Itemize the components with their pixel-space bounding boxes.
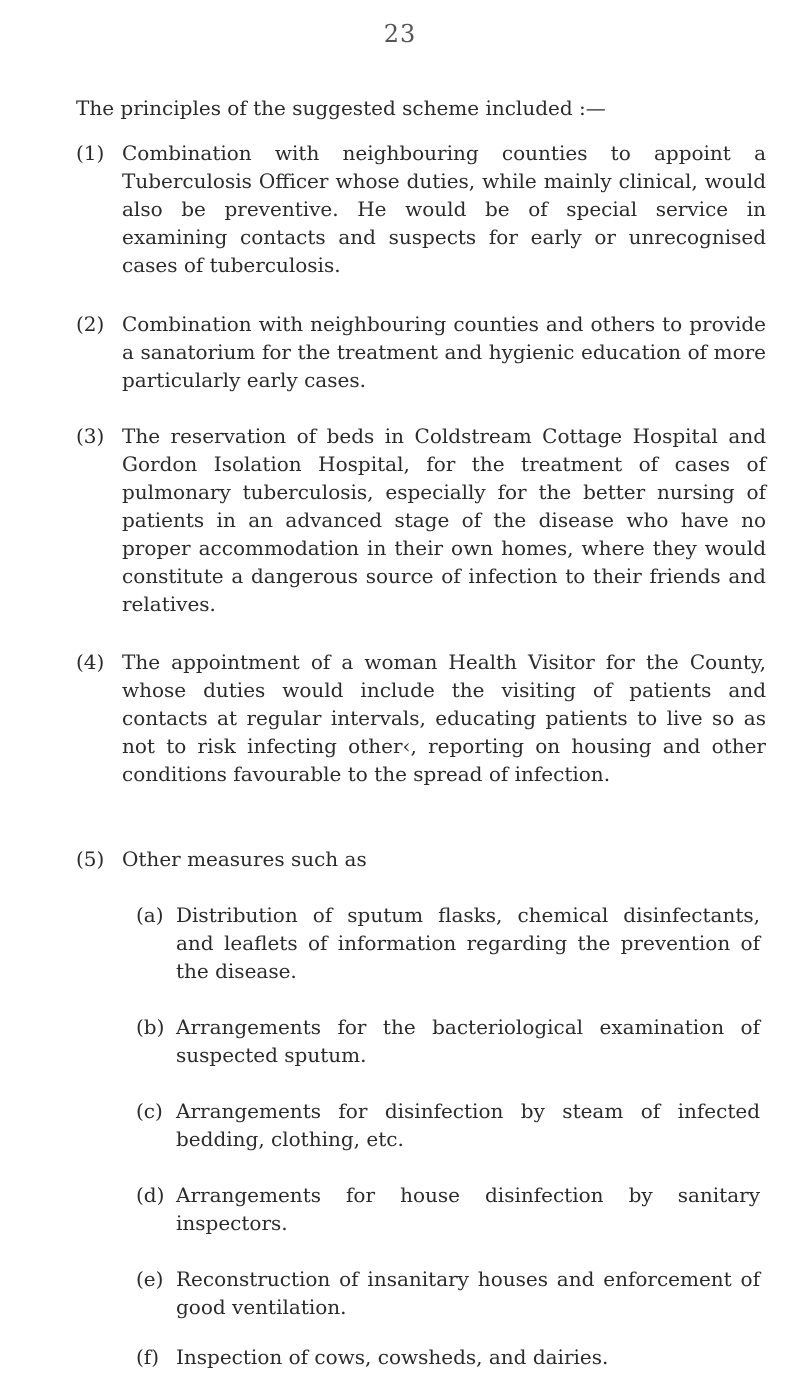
- subitem-text: Arrangements for the bacteriological examination of suspected sputum.: [176, 1015, 760, 1067]
- sub-list-item: [136, 1013, 760, 1069]
- item-text: Other measures such as: [122, 847, 367, 871]
- subitem-letter: (b): [136, 1015, 165, 1039]
- sub-list-item: [136, 1181, 760, 1237]
- sub-list-item: [136, 1265, 760, 1321]
- subitem-letter: (c): [136, 1099, 163, 1123]
- subitem-text: Arrangements for house disinfection by sanitary inspectors.: [176, 1183, 760, 1235]
- subitem-text: Inspection of cows, cowsheds, and dairies.: [176, 1345, 609, 1369]
- subitem-letter: (e): [136, 1267, 164, 1291]
- subitem-text: Distribution of sputum flasks, chemical disinfectants, and leaflets of information regarding the prevention of the disease.: [176, 903, 760, 983]
- item-number: (3): [76, 424, 105, 448]
- sub-list-item: [136, 1097, 760, 1153]
- item-text: The appointment of a woman Health Visitor for the County, whose duties would include the visiting of patients and contacts at regular intervals, educating patients to live so as not to risk infecting other‹, reporting on housing and other conditions favourable to the spread of infection.: [122, 650, 766, 786]
- item-text: Combination with neighbouring counties to appoint a Tuberculosis Officer whose duties, while mainly clinical, would also be preventive. He would be of special service in examining contacts and suspects for early or unrecognised cases of tuberculosis.: [122, 141, 766, 277]
- sub-list-item: [136, 901, 760, 985]
- subitem-text: Reconstruction of insanitary houses and enforcement of good ventilation.: [176, 1267, 760, 1319]
- subitem-letter: (a): [136, 903, 164, 927]
- item-number: (1): [76, 141, 105, 165]
- list-item: [76, 422, 766, 618]
- item-text: The reservation of beds in Coldstream Cottage Hospital and Gordon Isolation Hospital, for the treatment of cases of pulmonary tuberculosis, especially for the better nursing of patients in an advanced stage of the disease who have no proper accommodation in their own homes, where they would constitute a dangerous source of infection to their friends and relatives.: [122, 424, 766, 616]
- item-text: Combination with neighbouring counties and others to provide a sanatorium for the treatment and hygienic education of more particularly early cases.: [122, 312, 766, 392]
- item-number: (2): [76, 312, 105, 336]
- list-item: [76, 310, 766, 394]
- item-number: (4): [76, 650, 105, 674]
- item-number: (5): [76, 847, 105, 871]
- subitem-letter: (f): [136, 1345, 160, 1369]
- sub-list-item: [136, 1343, 760, 1371]
- subitem-letter: (d): [136, 1183, 165, 1207]
- list-item: [76, 139, 766, 279]
- page-number: 23: [383, 20, 417, 48]
- subitem-text: Arrangements for disinfection by steam of infected bedding, clothing, etc.: [176, 1099, 760, 1151]
- list-item: [76, 648, 766, 788]
- intro-line: The principles of the suggested scheme included :—: [76, 96, 606, 120]
- list-item: [76, 845, 766, 873]
